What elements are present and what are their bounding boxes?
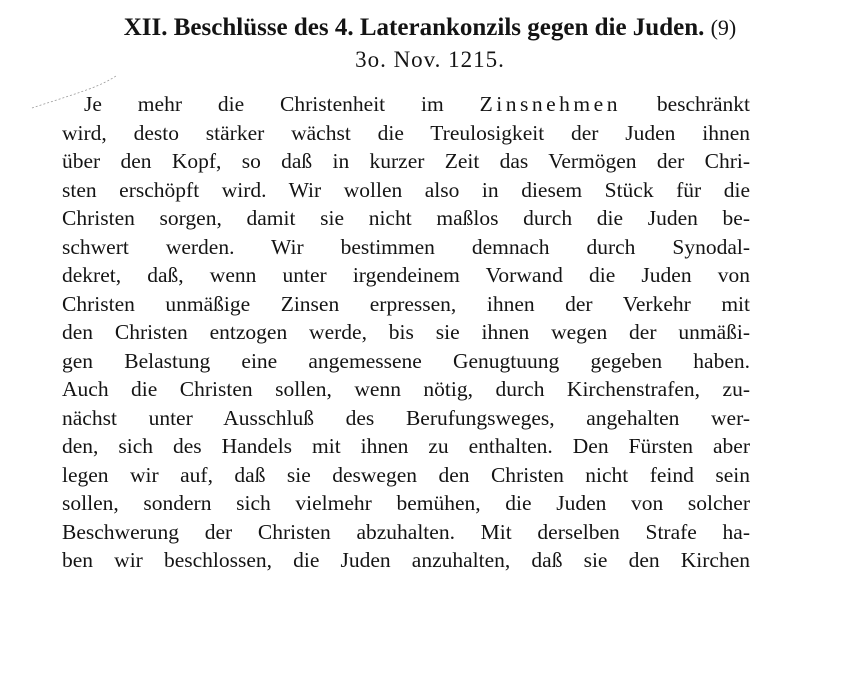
text-line: ben wir beschlossen, die Juden anzuhalten, daß sie den Kirchen [62, 548, 750, 572]
title-marker: (9) [710, 15, 737, 40]
section-date: 3o. Nov. 1215. [355, 47, 505, 72]
text-line: den, sich des Handels mit ihnen zu enthalten. Den Fürsten aber [62, 434, 750, 458]
text-line: Auch die Christen sollen, wenn nötig, durch Kirchenstrafen, zu- [62, 377, 750, 401]
text-line: dekret, daß, wenn unter irgendeinem Vorwand die Juden von [62, 263, 750, 287]
text-line: sollen, sondern sich vielmehr bemühen, die Juden von solcher [62, 491, 750, 515]
title-text: XII. Beschlüsse des 4. Laterankonzils gegen die Juden. [123, 14, 705, 41]
text-line: über den Kopf, so daß in kurzer Zeit das Vermögen der Chri- [62, 149, 750, 173]
text-line: Christen unmäßige Zinsen erpressen, ihnen der Verkehr mit [62, 291, 750, 316]
text-line: Beschwerung der Christen abzuhalten. Mit derselben Strafe ha- [62, 519, 750, 544]
text-line: wird, desto stärker wächst die Treulosigkeit der Juden ihnen [62, 120, 750, 145]
text-line: den Christen entzogen werde, bis sie ihnen wegen der unmäßi- [62, 320, 750, 344]
emphasized-word: Zinsnehmen [479, 92, 621, 116]
body-paragraph [62, 90, 750, 575]
section-title [40, 12, 820, 44]
text-line: Christen sorgen, damit sie nicht maßlos durch die Juden be- [62, 206, 750, 230]
text-line: legen wir auf, daß sie deswegen den Christen nicht feind sein [62, 462, 750, 487]
text-line: sten erschöpft wird. Wir wollen also in diesem Stück für die [62, 177, 750, 202]
text-line: schwert werden. Wir bestimmen demnach durch Synodal- [62, 234, 750, 259]
text-line: gen Belastung eine angemessene Genugtuung gegeben haben. [62, 348, 750, 373]
text-line [62, 90, 750, 119]
text-fragment: Je mehr die Christenheit im [84, 92, 480, 116]
text-fragment: beschränkt [620, 92, 750, 116]
text-line: nächst unter Ausschluß des Berufungsweges, angehalten wer- [62, 405, 750, 430]
